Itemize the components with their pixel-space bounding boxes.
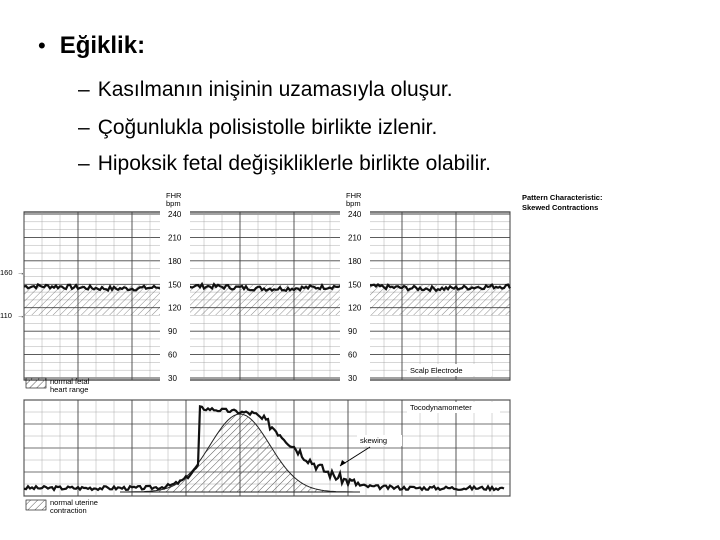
dash-icon: – [78,78,90,101]
fhr-tick-label: 120 [168,303,182,313]
fhr-tick-label: 150 [348,280,362,290]
normal-contraction-curve [120,414,360,492]
bpm-label: bpm [166,199,181,208]
fhr-tick-label: 30 [168,374,177,383]
marker-110: 110 [0,311,12,320]
fhr-tick-label: 210 [168,233,182,243]
skewing-label: skewing [360,436,388,445]
fhr-tick-label: 120 [348,303,362,313]
fhr-tick-label: 150 [168,280,182,290]
sub-bullet-text: Kasılmanın inişinin uzamasıyla oluşur. [97,78,453,101]
slide-heading: Eğiklik: [59,32,146,59]
sub-bullet-text: Çoğunlukla polisistolle birlikte izlenir. [97,116,438,139]
fhr-tick-label: 30 [348,374,357,383]
legend-uterine-line1: normal uterine [50,498,98,507]
dash-icon: – [78,116,90,139]
legend-fhr-line1: normal fetal [50,377,90,386]
legend-uterine-line2: contraction [50,506,87,515]
fhr-tick-label: 90 [348,327,357,337]
fhr-tick-label: 90 [168,327,177,337]
legend-swatch [26,378,46,388]
fhr-tick-label: 180 [348,256,362,266]
pattern-title: Pattern Characteristic: [522,193,603,202]
legend-fhr-line2: heart range [50,385,89,394]
sub-bullet-text: Hipoksik fetal değişikliklerle birlikte olabilir. [97,152,492,175]
fhr-tick-label: 240 [168,210,182,219]
uterine-panel [24,400,510,515]
fhr-tick-label: 240 [348,210,362,219]
marker-160: 160 [0,268,13,277]
fhr-label: FHR [166,191,182,200]
fhr-tick-label: 60 [348,350,357,360]
fhr-tick-label: 60 [168,350,177,360]
toco-label: Tocodynamometer [410,403,472,412]
arrow-icon: → [17,268,25,277]
fhr-tick-label: 210 [348,233,362,243]
bpm-label: bpm [346,199,361,208]
fhr-label: FHR [346,191,362,200]
dash-icon: – [78,152,90,175]
legend-swatch [26,500,46,510]
pattern-value: Skewed Contractions [522,203,599,212]
arrow-icon: → [17,311,25,320]
scalp-electrode-label: Scalp Electrode [410,366,463,375]
fhr-tick-label: 180 [168,256,182,266]
bullet-icon: • [38,33,46,58]
fhr-panel [0,191,510,394]
